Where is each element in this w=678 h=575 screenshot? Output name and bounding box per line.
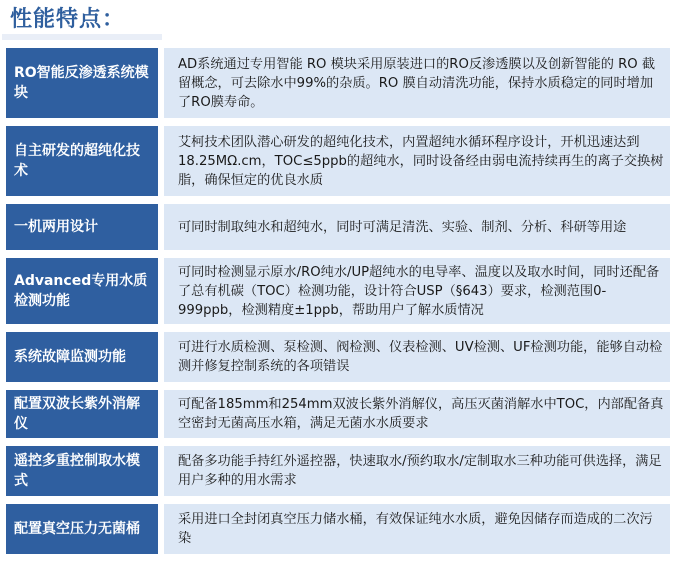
feature-description: 可同时检测显示原水/RO纯水/UP超纯水的电导率、温度以及取水时间，同时还配备了总有机碳（TOC）检测功能，设计符合USP（§643）要求，检测范围0-999ppb，检测精度±1ppb，帮助用户了解水质情况 xyxy=(164,258,670,324)
page-title: 性能特点： xyxy=(10,7,126,32)
feature-row xyxy=(6,204,670,250)
feature-description: 可同时制取纯水和超纯水，同时可满足清洗、实验、制剂、分析、科研等用途 xyxy=(164,204,670,250)
feature-label: 配置真空压力无菌桶 xyxy=(6,504,158,554)
feature-row xyxy=(6,258,670,324)
feature-row xyxy=(6,126,670,196)
feature-description: 艾柯技术团队潜心研发的超纯化技术，内置超纯水循环程序设计，开机迅速达到18.25MΩ.cm，TOC≤5ppb的超纯水，同时设备经由弱电流持续再生的离子交换树脂，确保恒定的优良水质 xyxy=(164,126,670,196)
title-underline xyxy=(2,34,162,40)
feature-label: 遥控多重控制取水模式 xyxy=(6,446,158,496)
feature-label: 配置双波长紫外消解仪 xyxy=(6,390,158,438)
feature-label: 一机两用设计 xyxy=(6,204,158,250)
feature-row xyxy=(6,446,670,496)
feature-label: 系统故障监测功能 xyxy=(6,332,158,382)
feature-description: AD系统通过专用智能 RO 模块采用原装进口的RO反渗透膜以及创新智能的 RO 截留概念，可去除水中99%的杂质。RO 膜自动清洗功能，保持水质稳定的同时增加了RO膜寿命。 xyxy=(164,48,670,118)
feature-row xyxy=(6,390,670,438)
feature-row xyxy=(6,332,670,382)
feature-label: 自主研发的超纯化技术 xyxy=(6,126,158,196)
feature-row xyxy=(6,504,670,554)
feature-label: Advanced专用水质检测功能 xyxy=(6,258,158,324)
feature-description: 可配备185mm和254mm双波长紫外消解仪，高压灭菌消解水中TOC，内部配备真空密封无菌高压水箱，满足无菌水水质要求 xyxy=(164,390,670,438)
feature-description: 采用进口全封闭真空压力储水桶，有效保证纯水水质，避免因储存而造成的二次污染 xyxy=(164,504,670,554)
feature-description: 配备多功能手持红外遥控器，快速取水/预约取水/定制取水三种功能可供选择，满足用户多种的用水需求 xyxy=(164,446,670,496)
feature-row xyxy=(6,48,670,118)
feature-description: 可进行水质检测、泵检测、阀检测、仪表检测、UV检测、UF检测功能，能够自动检测并修复控制系统的各项错误 xyxy=(164,332,670,382)
feature-table xyxy=(6,48,670,562)
feature-label: RO智能反渗透系统模块 xyxy=(6,48,158,118)
